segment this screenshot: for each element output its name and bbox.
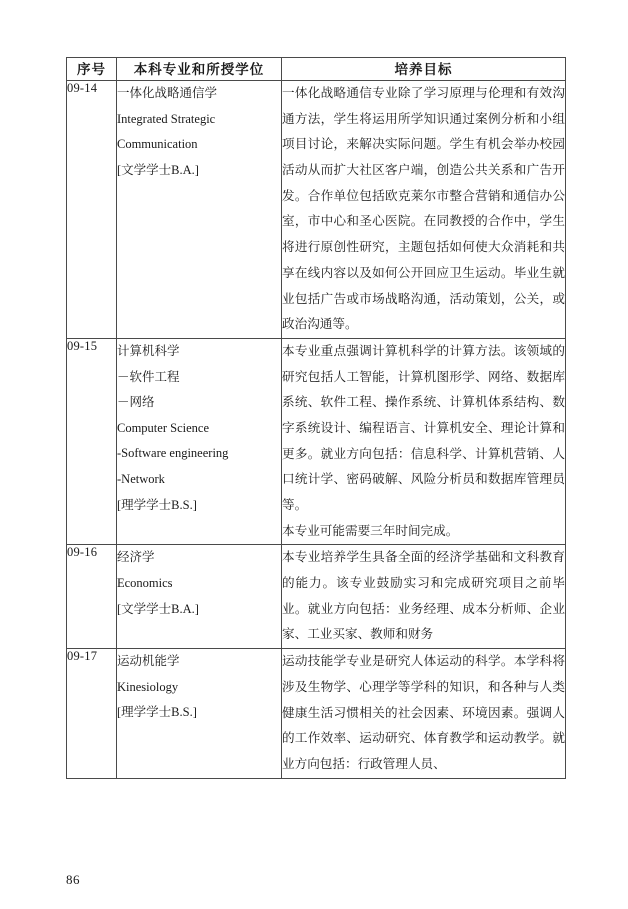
major-line: [理学学士B.S.] [117,497,197,512]
major-line: [文学学士B.A.] [117,601,199,616]
table-body [67,81,566,779]
row-major-cell [117,81,282,339]
goal-paragraph: 运动技能学专业是研究人体运动的科学。本学科将涉及生物学、心理学等学科的知识，和各种与人类健康生活习惯相关的社会因素、环境因素。强调人的工作效率、运动研究、体育教学和运动教学。就业方向包括：行政管理人员、 [282,654,565,771]
table-row [67,649,566,778]
major-line: Communication [117,137,198,152]
row-goal-cell [282,649,566,778]
row-major-cell [117,649,282,778]
goal-paragraph: 一体化战略通信专业除了学习原理与伦理和有效沟通方法，学生将运用所学知识通过案例分析和小组项目讨论，来解决实际问题。学生有机会举办校园活动从而扩大社区客户端，创造公共关系和广告开发。合作单位包括欧克莱尔市整合营销和通信办公室，市中心和圣心医院。在同教授的合作中，学生将进行原创性研究，主题包括如何使大众消耗和共享在线内容以及如何公开回应卫生运动。毕业生就业包括广告或市场战略沟通，活动策划，公关，或政治沟通等。 [282,86,565,332]
row-index-cell: 09-14 [67,81,117,339]
program-catalog-table [66,57,566,779]
major-line: Computer Science [117,420,209,435]
row-major-cell [117,545,282,649]
major-line: Kinesiology [117,679,179,694]
major-line: Integrated Strategic [117,111,216,126]
table-row [67,545,566,649]
column-header-goal: 培养目标 [282,58,566,81]
goal-paragraph-extra: 本专业可能需要三年时间完成。 [282,523,459,538]
page-number: 86 [66,872,80,887]
major-line: 运动机能学 [117,654,180,669]
major-line: 计算机科学 [117,343,180,358]
table-row [67,338,566,545]
row-index-cell: 09-17 [67,649,117,778]
table-header-row [67,58,566,81]
row-goal-cell [282,545,566,649]
row-goal-cell [282,81,566,339]
row-index-cell: 09-15 [67,338,117,545]
major-line: 经济学 [117,550,155,565]
major-line: 一体化战略通信学 [117,86,218,100]
column-header-index: 序号 [67,58,117,81]
table-row [67,81,566,339]
row-major-cell [117,338,282,545]
goal-paragraph: 本专业重点强调计算机科学的计算方法。该领域的研究包括人工智能，计算机图形学、网络、数据库系统、软件工程、操作系统、计算机体系结构、数字系统设计、编程语言、计算机安全、理论计算和更多。就业方向包括：信息科学、计算机营销、人口统计学、密码破解、风险分析员和数据库管理员等。 [282,343,565,512]
major-line: Economics [117,576,173,590]
major-line: －网络 [117,395,155,410]
row-goal-cell [282,338,566,545]
column-header-major: 本科专业和所授学位 [117,58,282,81]
major-line: -Software engineering [117,446,229,461]
major-line: －软件工程 [117,369,180,384]
major-line: -Network [117,472,165,486]
major-line: [理学学士B.S.] [117,705,197,720]
row-index-cell: 09-16 [67,545,117,649]
goal-paragraph: 本专业培养学生具备全面的经济学基础和文科教育的能力。该专业鼓励实习和完成研究项目之前毕业。就业方向包括：业务经理、成本分析师、企业家、工业买家、教师和财务 [282,550,565,642]
major-line: [文学学士B.A.] [117,162,199,177]
table-header [67,58,566,81]
